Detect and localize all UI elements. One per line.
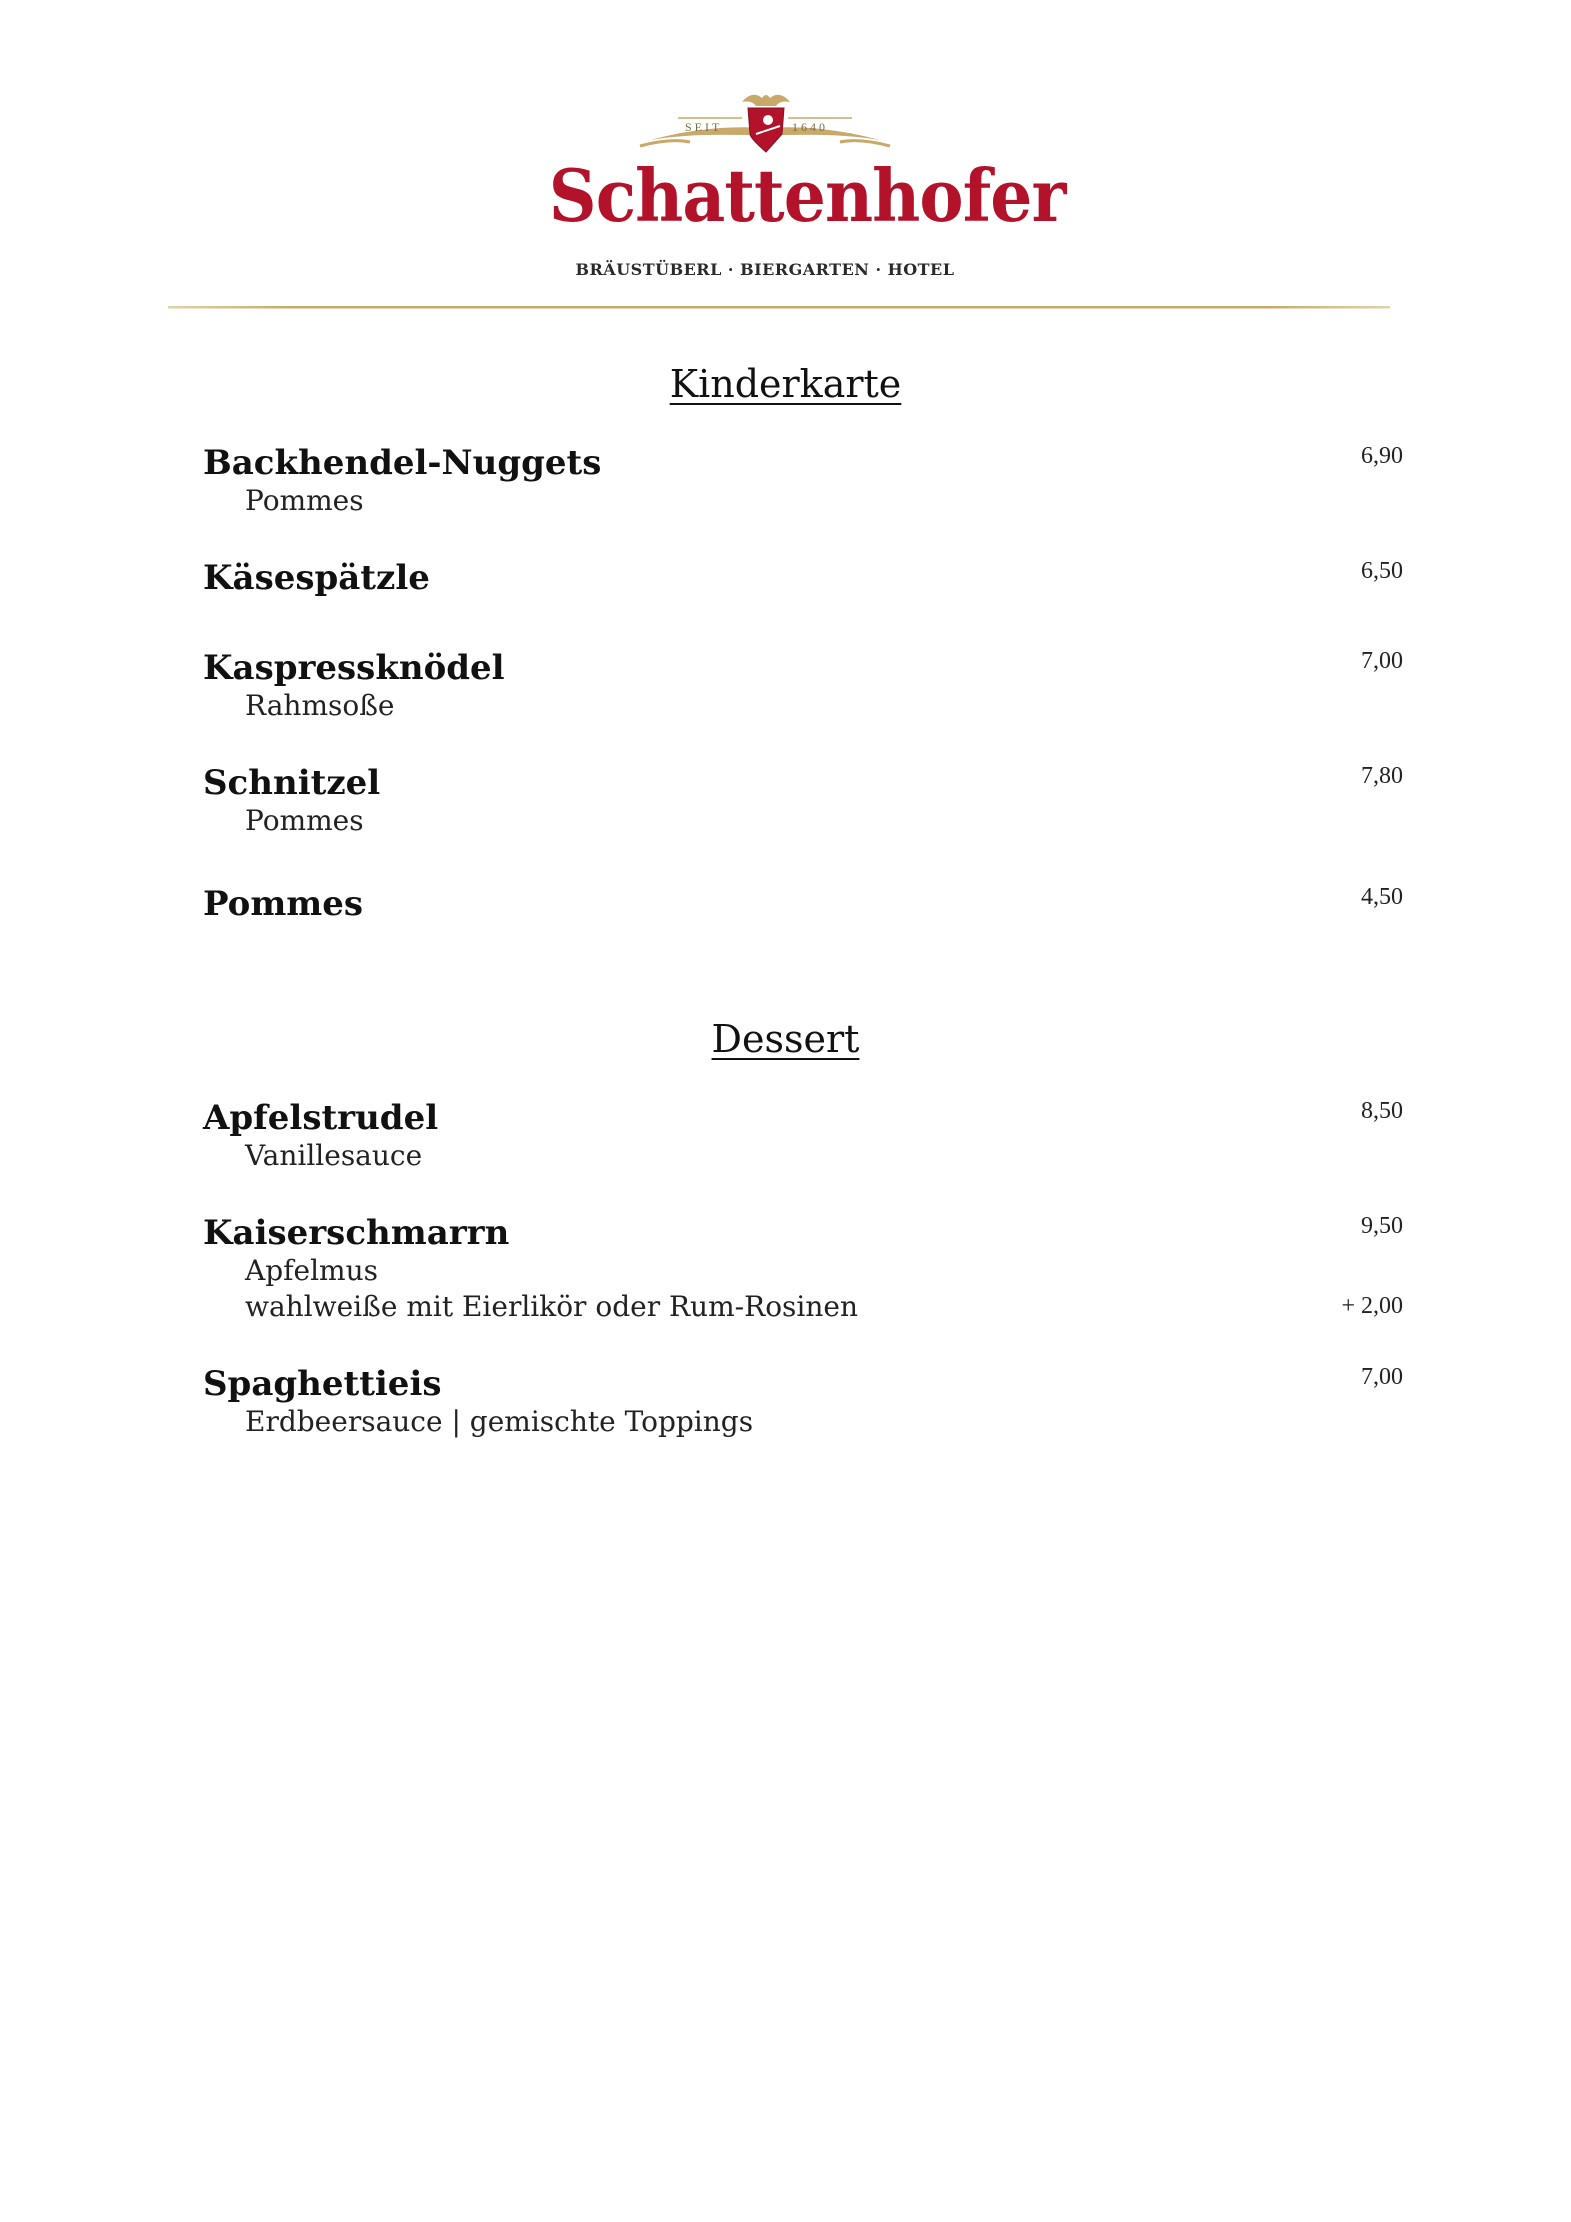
item-price: 8,50 [1361,1098,1403,1124]
item-name: Kaspressknödel [203,648,505,688]
item-name: Kaiserschmarrn [203,1213,510,1253]
section-title-kinderkarte: Kinderkarte [669,362,902,406]
menu-item [203,648,1403,724]
item-price: 7,00 [1361,648,1403,674]
item-price: 6,50 [1361,558,1403,584]
crest-icon [530,88,1000,160]
item-extra-price: + 2,00 [1341,1293,1403,1319]
item-name: Käsespätzle [203,558,430,598]
item-price: 7,80 [1361,763,1403,789]
item-price: 4,50 [1361,884,1403,910]
menu-item [203,1098,1403,1174]
logo-crest [530,88,1000,160]
item-price: 6,90 [1361,443,1403,469]
menu-item [203,443,1403,519]
item-description: Erdbeersauce | gemischte Toppings [245,1405,754,1438]
item-description: Apfelmus [245,1254,378,1287]
brand-logo [530,88,1066,288]
menu-item [203,763,1403,839]
item-option: wahlweiße mit Eierlikör oder Rum-Rosinen [245,1290,859,1323]
section-title-dessert: Dessert [711,1017,860,1061]
item-description: Pommes [245,804,364,837]
item-name: Apfelstrudel [203,1098,439,1138]
menu-item [203,1364,1403,1440]
item-price: 7,00 [1361,1364,1403,1390]
brand-tagline: BRÄUSTÜBERL · BIERGARTEN · HOTEL [575,260,955,279]
menu-item [203,884,1403,924]
item-name: Backhendel-Nuggets [203,443,602,483]
item-description: Pommes [245,484,364,517]
item-price: 9,50 [1361,1213,1403,1239]
brand-name: Schattenhofer [548,153,1066,238]
menu-item [203,1213,1403,1325]
year-label: 1640 [792,120,828,134]
seit-label: SEIT [685,120,723,134]
item-name: Pommes [203,884,364,924]
menu-item [203,558,1403,598]
header-divider [168,306,1390,309]
item-description: Vanillesauce [245,1139,423,1172]
item-name: Schnitzel [203,763,381,803]
item-description: Rahmsoße [245,689,395,722]
item-name: Spaghettieis [203,1364,442,1404]
